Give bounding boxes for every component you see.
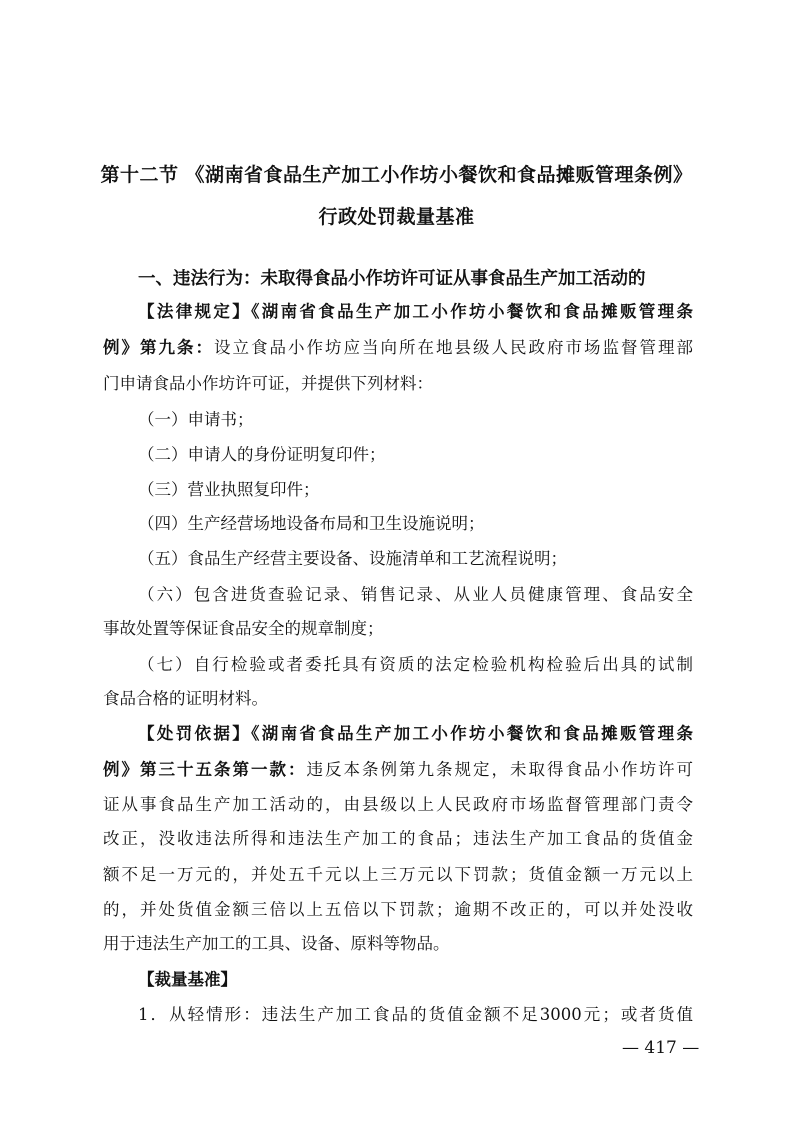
legal-basis-line-3: 门申请食品小作坊许可证，并提供下列材料： [103, 374, 433, 393]
section-subtitle: 行政处罚裁量基准 [318, 206, 475, 228]
section-title: 第十二节 《湖南省食品生产加工小作坊小餐饮和食品摊贩管理条例》 [100, 164, 693, 186]
list-item: （一）申请书； [138, 410, 254, 429]
list-item: （六）包含进货查验记录、销售记录、从业人员健康管理、食品安全 [138, 585, 693, 604]
list-item: （五）食品生产经营主要设备、设施清单和工艺流程说明； [138, 549, 567, 568]
violation-heading: 一、违法行为：未取得食品小作坊许可证从事食品生产加工活动的 [138, 269, 646, 289]
penalty-basis-line-1 [138, 720, 693, 744]
penalty-basis-text: 违反本条例第九条规定，未取得食品小作坊许可 [306, 760, 693, 779]
penalty-basis-line-4: 改正，没收违法所得和违法生产加工的食品；违法生产加工食品的货值金 [103, 829, 693, 848]
discretion-standard-label [138, 966, 693, 990]
legal-basis-article: 例》第九条： [103, 338, 214, 357]
penalty-basis-line-6: 的，并处货值金额三倍以上五倍以下罚款；逾期不改正的，可以并处没收 [103, 900, 693, 919]
list-item-continuation: 事故处置等保证食品安全的规章制度； [103, 619, 384, 638]
page-number: — 417 — [622, 1038, 700, 1058]
penalty-basis-line-2 [103, 756, 693, 780]
legal-basis-label: 【法律规定】《湖南省食品生产加工小作坊小餐饮和食品摊贩管理条 [138, 302, 693, 321]
discretion-standard-heading: 【裁量基准】 [138, 970, 237, 989]
legal-basis-line-2 [103, 334, 693, 358]
legal-basis-line-1 [138, 298, 693, 322]
list-item: （二）申请人的身份证明复印件； [138, 445, 386, 464]
list-item: （四）生产经营场地设备布局和卫生设施说明； [138, 514, 485, 533]
list-item: （七）自行检验或者委托具有资质的法定检验机构检验后出具的试制 [138, 655, 693, 674]
discretion-item-1: 1．从轻情形：违法生产加工食品的货值金额不足3000元；或者货值 [138, 1005, 693, 1024]
list-item: （三）营业执照复印件； [138, 480, 320, 499]
penalty-basis-line-3: 证从事食品生产加工活动的，由县级以上人民政府市场监督管理部门责令 [103, 795, 693, 814]
penalty-basis-label: 【处罚依据】《湖南省食品生产加工小作坊小餐饮和食品摊贩管理条 [138, 724, 693, 743]
penalty-basis-article: 例》第三十五条第一款： [103, 760, 307, 779]
legal-basis-text: 设立食品小作坊应当向所在地县级人民政府市场监督管理部 [214, 338, 693, 357]
penalty-basis-line-5: 额不足一万元的，并处五千元以上三万元以下罚款；货值金额一万元以上 [103, 865, 693, 884]
list-item-continuation: 食品合格的证明材料。 [103, 689, 268, 708]
penalty-basis-line-7: 用于违法生产加工的工具、设备、原料等物品。 [103, 934, 450, 953]
